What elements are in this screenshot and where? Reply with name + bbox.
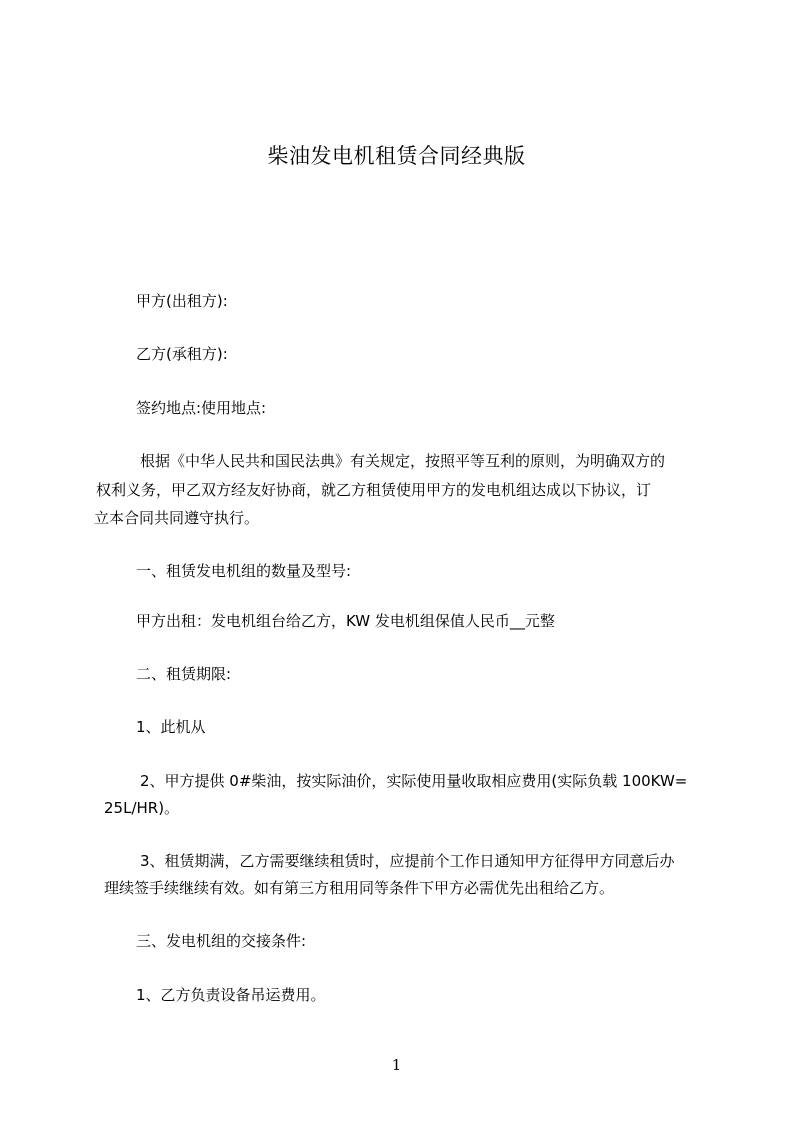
- clause-2-1: 1、此机从: [136, 718, 206, 736]
- preamble-line-3: 立本合同共同遵守执行。: [94, 509, 260, 527]
- section-1-content: 甲方出租：发电机组台给乙方，KW 发电机组保值人民币__元整: [136, 612, 555, 630]
- section-1-heading: 一、租赁发电机组的数量及型号:: [136, 562, 352, 580]
- signing-location-line: 签约地点:使用地点:: [136, 399, 267, 417]
- clause-2-3-line-2: 理续签手续继续有效。如有第三方租用同等条件下甲方必需优先出租给乙方。: [104, 879, 615, 897]
- section-3-heading: 三、发电机组的交接条件:: [136, 932, 307, 950]
- preamble-line-2: 权利义务，甲乙双方经友好协商，就乙方租赁使用甲方的发电机组达成以下协议，订: [96, 481, 652, 499]
- page-number: 1: [391, 1056, 402, 1074]
- clause-2-2-line-1: 2、甲方提供 0#柴油，按实际油价，实际使用量收取相应费用(实际负载 100KW=: [140, 772, 688, 790]
- party-b-line: 乙方(承租方):: [136, 345, 228, 363]
- preamble-line-1: 根据《中华人民共和国民法典》有关规定，按照平等互利的原则，为明确双方的: [140, 452, 666, 470]
- clause-3-1: 1、乙方负责设备吊运费用。: [136, 986, 326, 1004]
- party-a-line: 甲方(出租方):: [136, 292, 228, 310]
- clause-2-2-line-2: 25L/HR)。: [104, 799, 180, 817]
- clause-2-3-line-1: 3、租赁期满，乙方需要继续租赁时，应提前个工作日通知甲方征得甲方同意后办: [140, 852, 675, 870]
- document-title: 柴油发电机租赁合同经典版: [267, 144, 526, 168]
- section-2-heading: 二、租赁期限:: [136, 665, 232, 683]
